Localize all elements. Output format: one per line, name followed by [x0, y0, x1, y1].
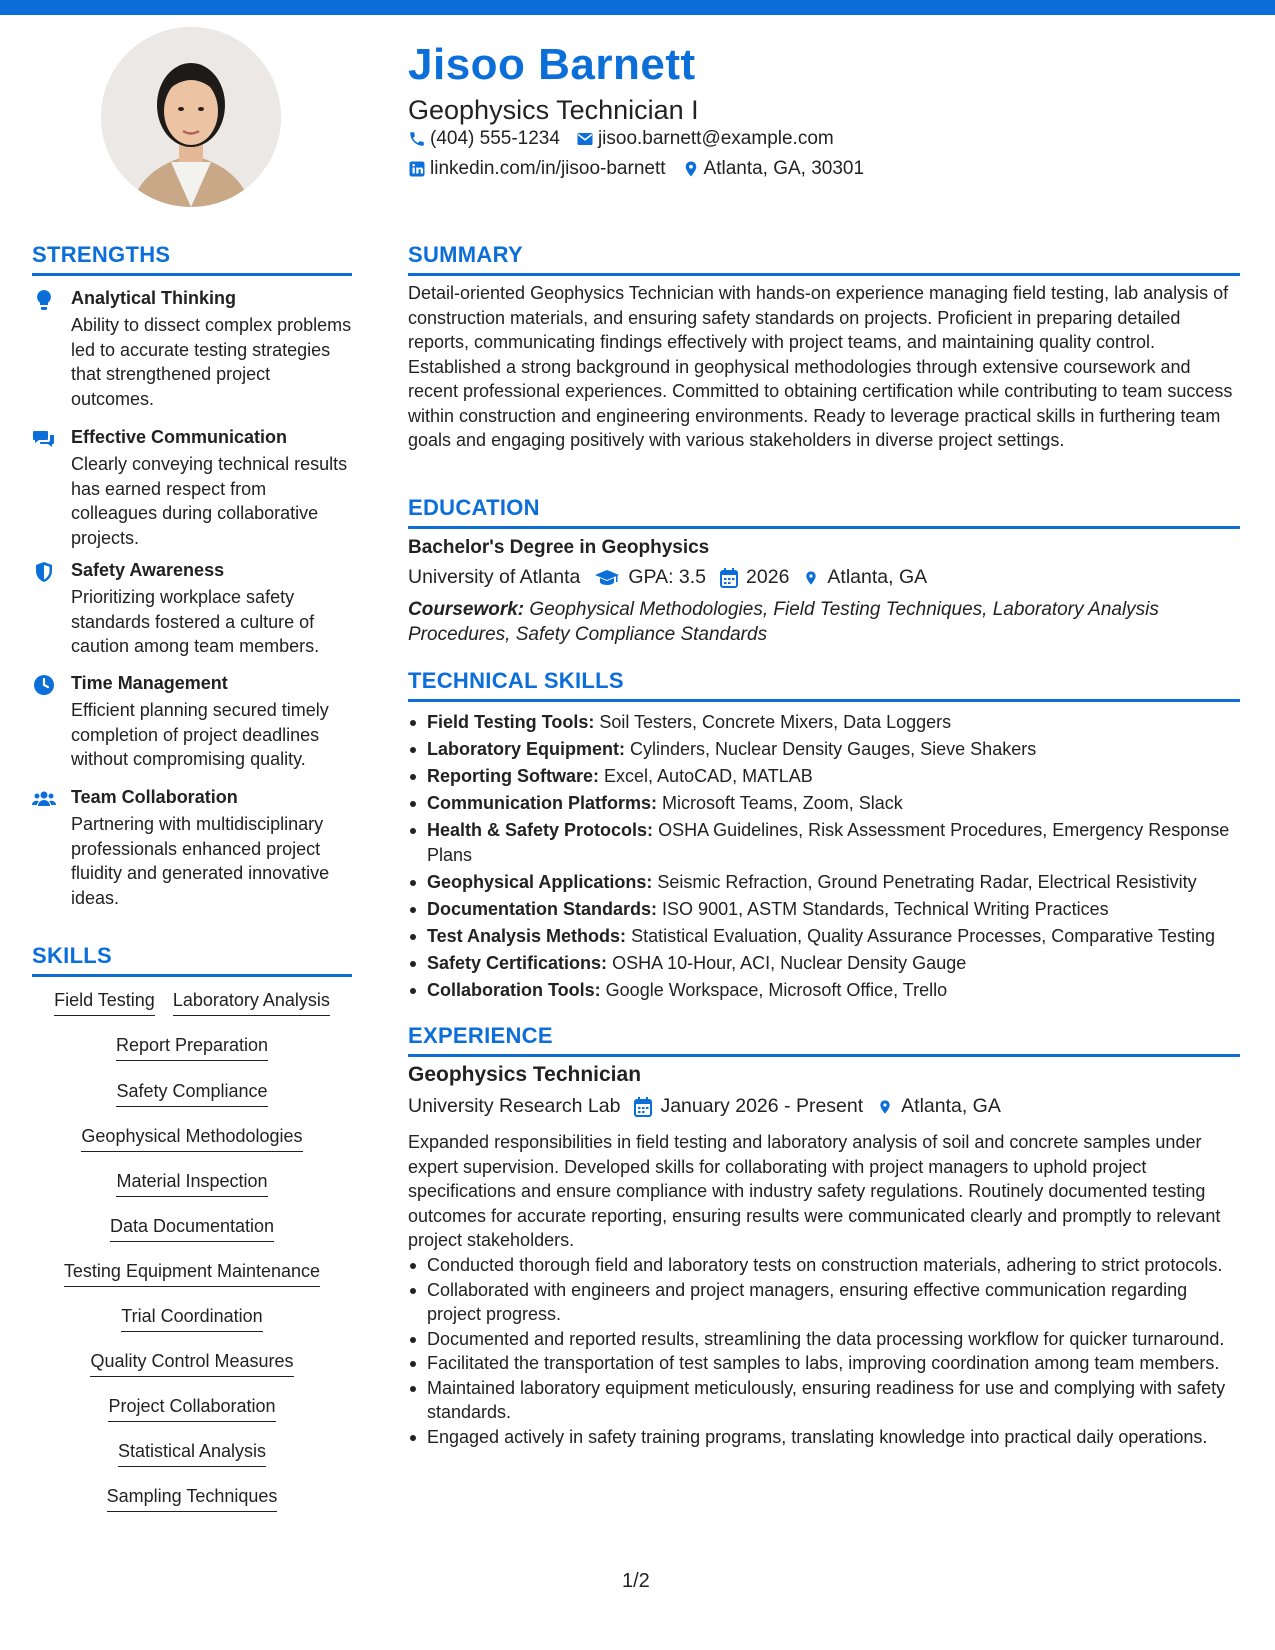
map-pin-icon	[682, 159, 700, 179]
list-item: Maintained laboratory equipment meticulously, ensuring readiness for use and complying with safety standards.	[408, 1376, 1240, 1425]
gpa-item	[594, 566, 706, 589]
shield-icon	[32, 560, 56, 584]
list-item	[408, 897, 1240, 922]
experience-title: Geophysics Technician	[408, 1063, 642, 1086]
strength-title: Safety Awareness	[71, 560, 225, 580]
coursework-text: Geophysical Methodologies, Field Testing Techniques, Laboratory Analysis Procedures, Safety Compliance Standards	[408, 599, 1159, 645]
strength-description: Partnering with multidisciplinary professionals enhanced project fluidity and generated innovative ideas.	[71, 814, 330, 908]
skill-tag: Testing Equipment Maintenance	[64, 1261, 320, 1287]
envelope-icon	[576, 130, 594, 148]
clock-icon	[32, 673, 56, 697]
skill-tag: Material Inspection	[116, 1171, 267, 1197]
degree-title: Bachelor's Degree in Geophysics	[408, 537, 710, 558]
list-item	[408, 764, 1240, 789]
experience-description: Expanded responsibilities in field testing and laboratory analysis of soil and concrete samples under expert supervision. Developed skills for collaborating with project managers to uphold project specifications and ensure compliance with industry safety regulations. Routinely documented testing outcomes for accurate reporting, ensuring results were communicated clearly and promptly to relevant project stakeholders.	[408, 1132, 1221, 1250]
skills-row	[32, 1126, 352, 1152]
list-item: Conducted thorough field and laboratory tests on construction materials, adhering to strict protocols.	[408, 1253, 1240, 1278]
contact-row-1	[408, 128, 850, 150]
company-item	[408, 1095, 620, 1118]
skills-row	[32, 1306, 352, 1332]
list-item: Documented and reported results, streamlining the data processing workflow for quicker turnaround.	[408, 1327, 1240, 1352]
calendar-icon	[634, 1097, 652, 1117]
avatar	[101, 27, 281, 207]
experience-location: Atlanta, GA	[901, 1095, 1001, 1117]
strengths-heading: STRENGTHS	[32, 242, 352, 276]
skill-category: Reporting Software:	[427, 766, 600, 786]
list-item	[408, 870, 1240, 895]
employment-dates: January 2026 - Present	[660, 1095, 864, 1117]
skill-tag: Quality Control Measures	[90, 1351, 293, 1377]
graduation-cap-icon	[594, 568, 620, 588]
experience-bullets	[408, 1253, 1240, 1449]
strength-title: Analytical Thinking	[71, 288, 237, 308]
page-number: 1/2	[622, 1570, 650, 1592]
exp-location-item	[877, 1095, 1001, 1118]
list-item: Collaborated with engineers and project managers, ensuring effective communication regarding project progress.	[408, 1278, 1240, 1327]
list-item: Facilitated the transportation of test samples to labs, improving coordination among team members.	[408, 1351, 1240, 1376]
skills-row	[32, 1441, 352, 1467]
calendar-icon	[720, 568, 738, 588]
skill-tag: Trial Coordination	[121, 1306, 262, 1332]
skill-values: Google Workspace, Microsoft Office, Trello	[605, 979, 948, 1000]
list-item	[408, 924, 1240, 949]
skill-category: Documentation Standards:	[427, 898, 658, 919]
skill-tag: Report Preparation	[116, 1035, 268, 1061]
skill-values: Excel, AutoCAD, MATLAB	[604, 766, 813, 786]
skill-category: Field Testing Tools:	[427, 712, 595, 732]
job-title: Geophysics Technician I	[408, 95, 699, 125]
location-contact	[682, 158, 865, 180]
technical-skills-list	[408, 710, 1240, 1005]
graduation-year: 2026	[746, 566, 790, 588]
list-item	[408, 818, 1240, 867]
skill-tag: Field Testing	[54, 990, 155, 1016]
experience-heading: EXPERIENCE	[408, 1023, 1240, 1057]
comments-icon	[32, 427, 56, 451]
skill-category: Collaboration Tools:	[427, 979, 601, 1000]
skill-values: Seismic Refraction, Ground Penetrating Radar, Electrical Resistivity	[657, 871, 1197, 892]
strength-description: Clearly conveying technical results has earned respect from colleagues during collaborative projects.	[71, 454, 348, 548]
candidate-name: Jisoo Barnett	[408, 40, 696, 89]
skill-values: Soil Testers, Concrete Mixers, Data Loggers	[599, 712, 952, 732]
coursework	[408, 598, 1240, 647]
location-text: Atlanta, GA, 30301	[703, 158, 865, 179]
lightbulb-icon	[32, 288, 56, 312]
skill-values: Cylinders, Nuclear Density Gauges, Sieve Shakers	[630, 739, 1037, 759]
top-accent-bar	[0, 0, 1275, 15]
skill-values: Microsoft Teams, Zoom, Slack	[662, 793, 903, 813]
linkedin-contact[interactable]	[408, 158, 666, 180]
list-item	[408, 710, 1240, 735]
list-item	[408, 978, 1240, 1003]
phone-contact	[408, 128, 560, 150]
phone-icon	[408, 130, 426, 148]
summary-text: Detail-oriented Geophysics Technician with hands-on experience managing field testing, lab analysis of construction materials, and ensuring safety standards on projects. Proficient in preparing detailed reports, communicating findings effectively with project teams, and maintaining quality control. Established a strong background in geophysical methodologies through extensive coursework and recent professional experiences. Committed to obtaining certification while contributing to team success within construction and engineering environments. Ready to leverage practical skills in furthering team goals and engaging positively with various stakeholders in diverse project settings.	[408, 283, 1233, 450]
skill-tag: Laboratory Analysis	[173, 990, 330, 1016]
skills-row	[32, 1486, 352, 1512]
skill-tag: Statistical Analysis	[118, 1441, 266, 1467]
skills-row	[32, 1351, 352, 1377]
skill-tag: Data Documentation	[110, 1216, 274, 1242]
skill-category: Safety Certifications:	[427, 952, 608, 973]
skill-category: Test Analysis Methods:	[427, 925, 627, 946]
skill-tag: Project Collaboration	[108, 1396, 275, 1422]
company-name: University Research Lab	[408, 1095, 621, 1117]
skills-row	[32, 1216, 352, 1242]
contact-row-2	[408, 158, 880, 180]
map-pin-icon	[803, 568, 819, 588]
skill-tag: Safety Compliance	[116, 1081, 267, 1107]
coursework-label: Coursework:	[408, 599, 525, 620]
school-item	[408, 566, 580, 589]
skills-row	[32, 1171, 352, 1197]
edu-location-item	[803, 566, 927, 589]
list-item	[408, 951, 1240, 976]
skills-row	[32, 990, 352, 1016]
technical-skills-heading: TECHNICAL SKILLS	[408, 668, 1240, 702]
skills-heading: SKILLS	[32, 943, 352, 977]
linkedin-icon	[408, 160, 426, 178]
skills-row	[32, 1081, 352, 1107]
summary-heading: SUMMARY	[408, 242, 1240, 276]
map-pin-icon	[877, 1097, 893, 1117]
skill-category: Health & Safety Protocols:	[427, 820, 654, 840]
skill-values: OSHA Guidelines, Risk Assessment Procedures, Emergency Response Plans	[427, 820, 1230, 865]
list-item	[408, 737, 1240, 762]
school-name: University of Atlanta	[408, 566, 581, 588]
skill-tag: Geophysical Methodologies	[81, 1126, 302, 1152]
strength-title: Time Management	[71, 673, 228, 693]
list-item: Engaged actively in safety training programs, translating knowledge into practical daily operations.	[408, 1425, 1240, 1450]
dates-item	[634, 1095, 863, 1118]
skill-values: Statistical Evaluation, Quality Assurance Processes, Comparative Testing	[631, 925, 1216, 946]
gpa-text: GPA: 3.5	[628, 566, 707, 588]
education-location: Atlanta, GA	[827, 566, 928, 588]
skills-row	[32, 1261, 352, 1287]
skills-row	[32, 1035, 352, 1061]
skill-values: OSHA 10-Hour, ACI, Nuclear Density Gauge	[612, 952, 967, 973]
strength-description: Prioritizing workplace safety standards fostered a culture of caution among team members.	[71, 587, 320, 656]
year-item	[720, 566, 789, 589]
users-icon	[32, 787, 56, 811]
linkedin-text[interactable]: linkedin.com/in/jisoo-barnett	[430, 158, 666, 179]
skills-row	[32, 1396, 352, 1422]
strength-title: Effective Communication	[71, 427, 288, 447]
skill-category: Communication Platforms:	[427, 793, 658, 813]
education-meta	[408, 566, 941, 589]
list-item	[408, 791, 1240, 816]
strength-description: Efficient planning secured timely completion of project deadlines without compromising quality.	[71, 700, 329, 769]
skill-category: Geophysical Applications:	[427, 871, 653, 892]
experience-meta	[408, 1095, 1015, 1118]
phone-text: (404) 555-1234	[430, 128, 560, 149]
strength-title: Team Collaboration	[71, 787, 238, 807]
education-heading: EDUCATION	[408, 495, 1240, 529]
email-contact[interactable]	[576, 128, 834, 150]
skill-values: ISO 9001, ASTM Standards, Technical Writing Practices	[662, 898, 1109, 919]
skill-category: Laboratory Equipment:	[427, 739, 626, 759]
skill-tag: Sampling Techniques	[107, 1486, 278, 1512]
email-text[interactable]: jisoo.barnett@example.com	[597, 128, 834, 149]
strength-description: Ability to dissect complex problems led to accurate testing strategies that strengthened project outcomes.	[71, 315, 352, 409]
